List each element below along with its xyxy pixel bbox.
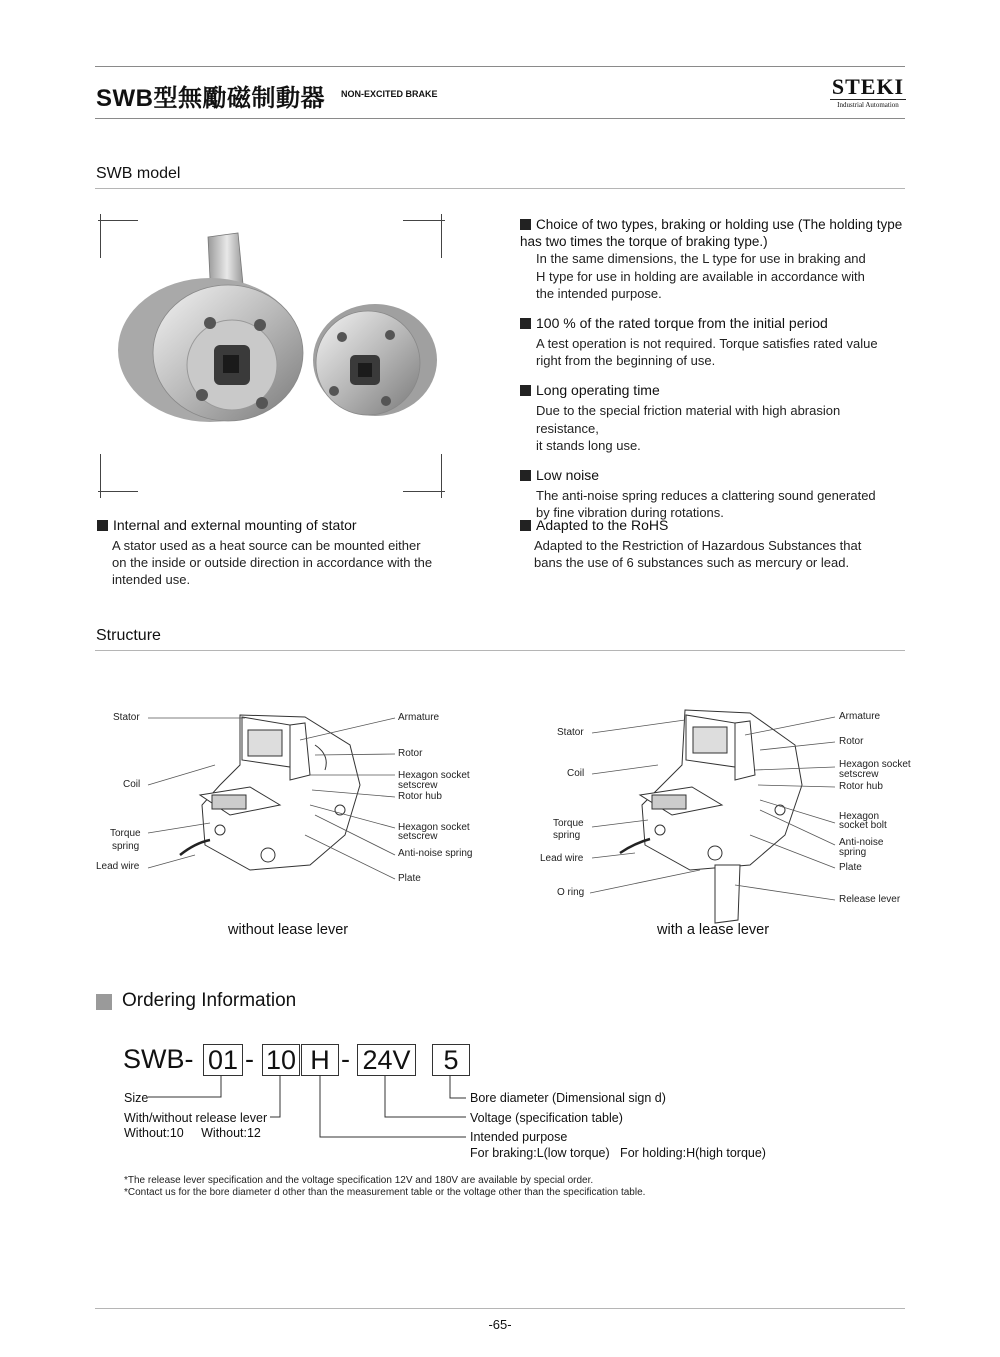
label-setscrew: setscrew <box>398 780 438 791</box>
label-plate: Plate <box>398 873 421 884</box>
brake-product-photo <box>110 225 440 425</box>
label-lead-wire: Lead wire <box>96 861 140 872</box>
label-rotor: Rotor <box>839 736 864 747</box>
top-rule <box>95 66 905 67</box>
label-armature: Armature <box>398 712 440 723</box>
label-hex-socket: Hexagon socket <box>398 770 470 781</box>
steki-logo <box>830 76 906 109</box>
label-stator: Stator <box>557 727 584 738</box>
bullet-square-icon <box>520 318 531 329</box>
feature-text: A test operation is not required. Torque satisfies rated value right from the beginning of use. <box>536 336 878 369</box>
label-release-lever: Release lever <box>839 894 901 905</box>
bullet-square-icon <box>520 470 531 481</box>
code-voltage-box: 24V <box>357 1044 416 1076</box>
note-special-order: *The release lever specification and the voltage specification 12V and 180V are available by special order. <box>124 1175 594 1186</box>
ordering-heading: Ordering Information <box>122 990 297 1011</box>
label-armature: Armature <box>839 711 881 722</box>
caption-with-lever: with a lease lever <box>657 922 770 938</box>
label-torque: Torque <box>553 818 584 829</box>
page-number: -65- <box>488 1317 512 1332</box>
code-purpose-box: H <box>301 1044 339 1076</box>
note-contact: *Contact us for the bore diameter d other than the measurement table or the voltage other than the specification table. <box>124 1187 646 1198</box>
section-rule <box>95 650 905 651</box>
feature-item: Low noise <box>520 466 906 484</box>
label-rotor-hub: Rotor hub <box>398 791 442 802</box>
lever-options: Without:10 Without:12 <box>124 1126 261 1140</box>
swb-model-heading: SWB model <box>96 165 181 182</box>
bullet-square-icon <box>520 520 531 531</box>
feature-item: Adapted to the RoHS <box>520 516 906 534</box>
label-lead-wire: Lead wire <box>540 853 584 864</box>
label-socket-bolt: socket bolt <box>839 820 887 831</box>
bullet-square-icon <box>97 520 108 531</box>
page-title: SWB型無勵磁制動器 <box>96 85 325 112</box>
label-o-ring: O ring <box>557 887 585 898</box>
label-spring: spring <box>553 830 581 841</box>
voltage-label: Voltage (specification table) <box>470 1111 623 1125</box>
label-setscrew: setscrew <box>839 769 879 780</box>
stator-feature <box>97 516 477 589</box>
label-anti-noise: Anti-noise <box>839 837 884 848</box>
feature-text: In the same dimensions, the L type for use in braking and H type for use in holding are available in accordance with the intended purpose. <box>536 251 866 301</box>
bore-label: Bore diameter (Dimensional sign d) <box>470 1091 666 1105</box>
code-dash: - <box>341 1044 350 1074</box>
logo-name: STEKI <box>831 74 905 99</box>
label-setscrew-2: setscrew <box>398 831 438 842</box>
size-label: Size <box>124 1091 149 1105</box>
section-square-icon <box>96 994 112 1010</box>
logo-tag: Industrial Automation <box>837 101 899 109</box>
feature-item: Internal and external mounting of stator <box>97 516 477 534</box>
label-spring: spring <box>112 841 140 852</box>
label-plate: Plate <box>839 862 862 873</box>
feature-list <box>520 216 906 521</box>
footer-rule <box>95 1308 905 1309</box>
feature-text: Adapted to the Restriction of Hazardous Substances that bans the use of 6 substances such as mercury or lead. <box>534 538 862 571</box>
code-prefix: SWB- <box>123 1044 194 1074</box>
lever-label: With/without release lever <box>124 1111 268 1125</box>
label-rotor-hub: Rotor hub <box>839 781 883 792</box>
purpose-options: For braking:L(low torque) For holding:H(high torque) <box>470 1146 766 1160</box>
header-rule <box>95 118 905 119</box>
label-coil: Coil <box>123 779 141 790</box>
label-hex-socket: Hexagon socket <box>839 759 911 770</box>
feature-text: The anti-noise spring reduces a clattering sound generated by fine vibration during rotations. <box>536 488 876 521</box>
label-stator: Stator <box>113 712 140 723</box>
caption-without-lever: without lease lever <box>228 922 349 938</box>
code-bore-box: 5 <box>432 1044 470 1076</box>
label-coil: Coil <box>567 768 585 779</box>
feature-item: 100 % of the rated torque from the initial period <box>520 314 906 332</box>
feature-item: Long operating time <box>520 381 906 399</box>
feature-text: Due to the special friction material with high abrasion resistance, it stands long use. <box>536 403 841 453</box>
feature-item: Choice of two types, braking or holding use (The holding type has two times the torque of braking type.) <box>520 217 903 250</box>
section-rule <box>95 188 905 189</box>
bullet-square-icon <box>520 385 531 396</box>
code-size-box: 01 <box>203 1044 243 1076</box>
label-rotor: Rotor <box>398 748 423 759</box>
code-lever-box: 10 <box>262 1044 300 1076</box>
page-subtitle: NON-EXCITED BRAKE <box>341 89 438 99</box>
structure-heading: Structure <box>96 627 161 644</box>
label-spring: spring <box>839 847 867 858</box>
label-anti-noise-spring: Anti-noise spring <box>398 848 473 859</box>
label-hexagon: Hexagon <box>839 811 880 822</box>
label-torque: Torque <box>110 828 141 839</box>
bullet-square-icon <box>520 219 531 230</box>
feature-text: A stator used as a heat source can be mounted either on the inside or outside direction in accordance with the intended use. <box>112 538 433 588</box>
label-hex-socket-2: Hexagon socket <box>398 822 470 833</box>
code-dash: - <box>245 1044 254 1074</box>
purpose-label: Intended purpose <box>470 1130 568 1144</box>
rohs-feature <box>520 516 906 571</box>
